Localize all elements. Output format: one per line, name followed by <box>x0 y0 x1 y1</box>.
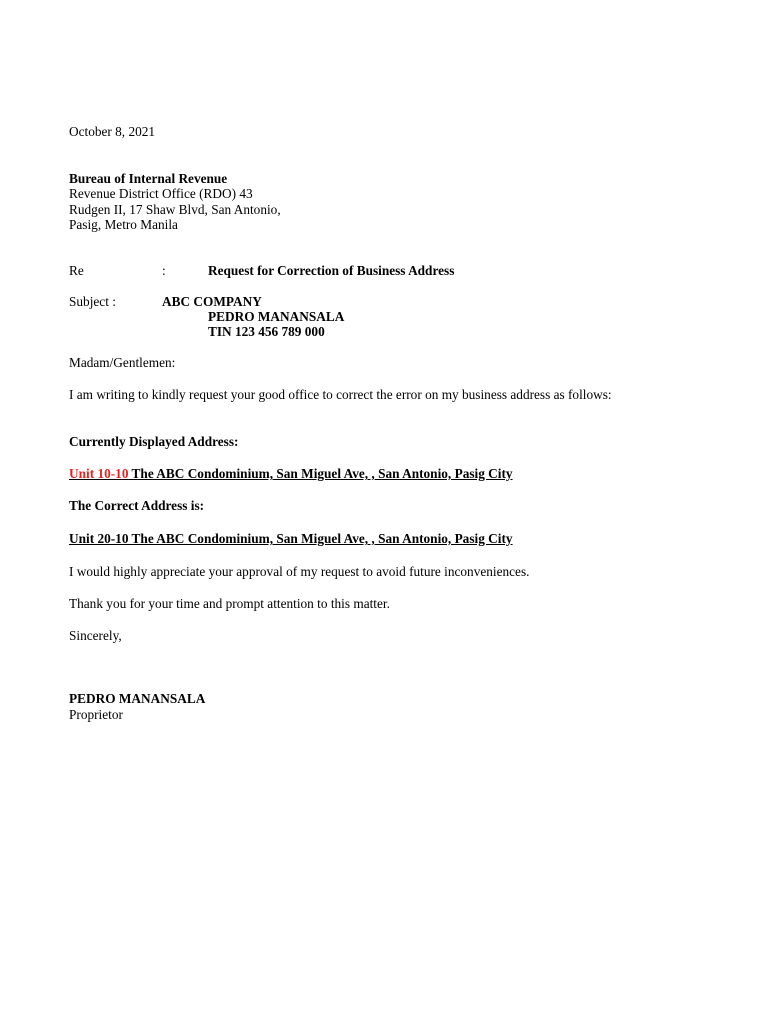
recipient-name: Bureau of Internal Revenue <box>69 171 228 186</box>
signatory-title: Proprietor <box>69 707 123 722</box>
re-text: Request for Correction of Business Address <box>208 263 455 278</box>
current-address-unit: Unit 10-10 <box>69 466 129 481</box>
recipient-office: Revenue District Office (RDO) 43 <box>69 186 253 201</box>
appreciation-paragraph: I would highly appreciate your approval of my request to avoid future inconveniences. <box>69 564 530 579</box>
intro-paragraph: I am writing to kindly request your good office to correct the error on my business address as follows: <box>69 387 612 402</box>
signatory-name: PEDRO MANANSALA <box>69 691 206 706</box>
correct-address: Unit 20-10 The ABC Condominium, San Miguel Ave, , San Antonio, Pasig City <box>69 531 513 546</box>
closing: Sincerely, <box>69 628 122 643</box>
subject-person: PEDRO MANANSALA <box>208 309 345 324</box>
subject-label: Subject : <box>69 294 116 309</box>
salutation: Madam/Gentlemen: <box>69 355 176 370</box>
re-colon: : <box>162 263 166 278</box>
recipient-street: Rudgen II, 17 Shaw Blvd, San Antonio, <box>69 202 281 217</box>
subject-tin: TIN 123 456 789 000 <box>208 324 325 339</box>
current-address-rest: The ABC Condominium, San Miguel Ave, , San Antonio, Pasig City <box>128 466 513 481</box>
recipient-city: Pasig, Metro Manila <box>69 217 178 232</box>
current-address <box>69 466 513 482</box>
current-address-heading: Currently Displayed Address: <box>69 434 239 449</box>
subject-company: ABC COMPANY <box>162 294 262 309</box>
correct-address-heading: The Correct Address is: <box>69 498 205 513</box>
re-label: Re <box>69 263 84 278</box>
letter-date: October 8, 2021 <box>69 124 156 139</box>
thanks-paragraph: Thank you for your time and prompt attention to this matter. <box>69 596 390 611</box>
